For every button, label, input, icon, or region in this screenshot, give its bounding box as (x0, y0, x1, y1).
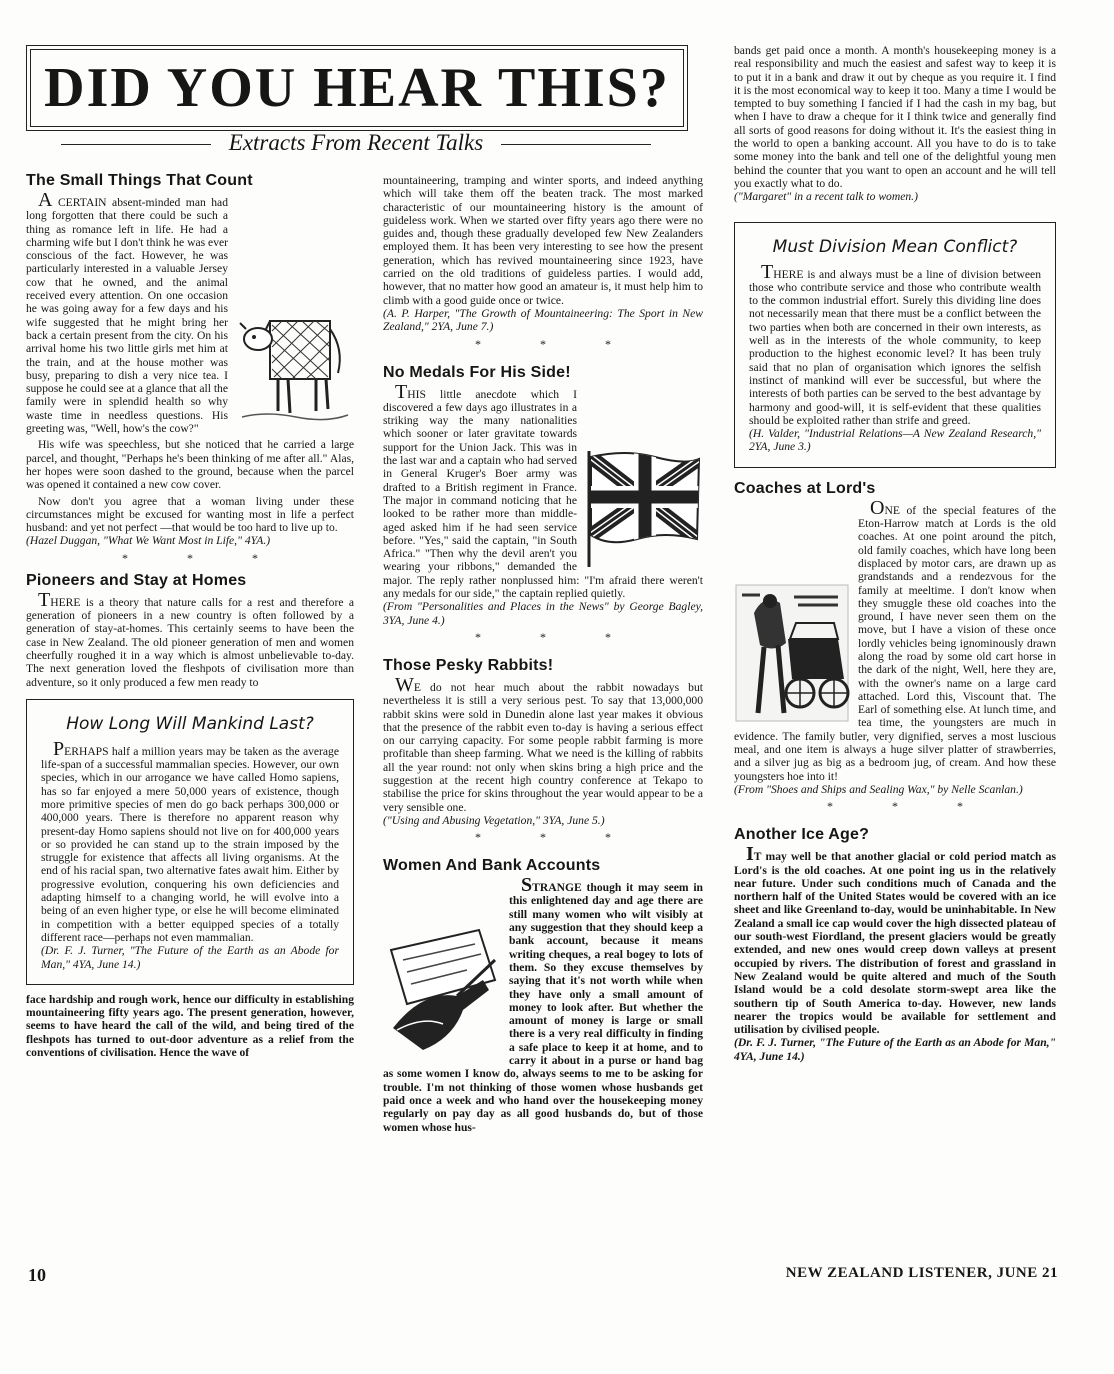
paragraph: THIS little anecdote which I discovered a few days ago illustrates in a striking way the many nationalities which sooner or later gravitate towards support for the Union Jack. This was in the last war and a captain who had served in General Kruger's Boer army was drafted to a British regiment in France. The major in command noticing that he looked to be rather more than middle-aged asked him if he had seen service before. "Yes," said the captain, "in South Africa." "Then why the devil aren't you wearing your ribbons," demanded the major. The reply rather nonplussed him: "I'm afraid there weren't any medals for our side," the captain replied quietly. (383, 380, 703, 601)
article-credit: ("Margaret" in a recent talk to women.) (734, 190, 918, 204)
subtitle-rule-right (501, 144, 651, 145)
paragraph: ONE of the special features of the Eton-Harrow match at Lords is the old coaches. At one point around the pitch, old family coaches, which have long been displaced by motor cars, are drawn up as grandstands and a rendezvous for the family at meeltime. I don't know when they smuggle these old coaches into the ground, I have never seen them on the move, but I have a vision of these once lordly vehicles being ignominously drawn along the road by some old cart horse in the dark of the night, Well, here they are, with the owner's name on a large card attached. Lord this, Viscount that. The Earl of something else. At lunch time, and tea time, the youngsters are much in evidence. The family butler, very dignified, serves a most luscious meal, and one item is always a huge silver platter of strawberries, and a silver jug as big as a bedroom jug, of cream. And how these youngsters hoe into it! (734, 496, 1056, 783)
article-small-things (26, 172, 354, 566)
article-heading: Those Pesky Rabbits! (383, 656, 554, 674)
coach-illustration (734, 583, 850, 723)
article-credit: (From "Personalities and Places in the News" by George Bagley, 3YA, June 4.) (383, 600, 703, 627)
section-separator: * * * (475, 336, 639, 351)
flag-illustration (585, 447, 703, 569)
subtitle-row (26, 130, 686, 156)
article-credit: (Hazel Duggan, "What We Want Most in Life," 4YA.) (26, 534, 271, 548)
article-heading: Coaches at Lord's (734, 479, 876, 497)
cow-icon (236, 299, 354, 429)
article-pioneers (26, 572, 354, 689)
section-separator: * * * (475, 830, 639, 845)
section-separator: * * * (827, 799, 991, 814)
paragraph: A CERTAIN absent-minded man had long forgotten that there could be such a thing as romance left in life. He had a charming wife but I don't think he was ever conscious of the fact. However, he was particularly interested in a valuable Jersey cow that he owned, and the animal received every attention. On one occasion he was going away for a few days and his wife suggested that he might bring her back a certain present from the city. On his arrival home his two little girls met him at the train, and at the house mother was busy, preparing to dish a very nice tea. I suppose he could see at a glance that all the family were in splendid health so why waste time in needless questions. His greeting was, "Well, how's the cow?" (26, 189, 228, 436)
article-heading: Must Division Mean Conflict? (772, 236, 1018, 257)
article-division-box (734, 222, 1056, 468)
article-credit: (From "Shoes and Ships and Sealing Wax," by Nelle Scanlan.) (734, 782, 1023, 796)
article-coaches (734, 480, 1056, 815)
paragraph: IT may well be that another glacial or cold period match as Lord's is the old coaches. At one point ing us in the relatively near future. Under such conditions much of Canada and the northern half of the United States would be covered with an ice sheet and like Greenland to-day, would be uninhabitable. In New Zealand a small ice cap would cover the high dissected plateau of our south-west Fiordland, the present glaciers would be greatly extended, and new ones would creep down valleys at present occupied by rivers. The distribution of forest and grassland in New Zealand would be quite altered and much of the South Island would be a cold desolate storm-swept area like the southern tip of South America to-day. However, new lands nearer the tropics would be available for settlement and utilisation by civilised people. (734, 843, 1056, 1037)
union-jack-flag-icon (585, 447, 703, 569)
article-heading: How Long Will Mankind Last? (66, 713, 314, 734)
paragraph: STRANGE though it may seem in this enlightened day and age there are still many women who wilt visibly at any suggestion that they should keep a bank account, because it means writing cheques, a real bogey to lots of them. So they excuse themselves by saying that it's not worth while when they have only a small amount of money to look after. But whether the amount of money is large or small there is a very real difficulty in finding a safe place to keep it at home, and to carry it about in a purse or hand bag as some women I know do, always seems to me to be asking for trouble. I'm not thinking of those women whose husbands get paid once a week and who hand over the housekeeping money regularly on pay day as all good husbands do, but of those women whose hus- (383, 874, 703, 1134)
paragraph: WE do not hear much about the rabbit nowadays but nevertheless it is still a very serious pest. To say that 13,000,000 rabbit skins were sold in Dunedin alone last year makes it obvious that the presence of the rabbit even to-day is having a serious effect on our carrying capacity. For some people rabbit farming is more profitable than sheep farming. What we need is the killing of rabbits all the year round: not only when skins bring a high price and the suggestion at the recent high country conference at Tekapo to stabilise the price for skins throughout the year would appear to be a very sensible one. (383, 673, 703, 814)
article-credit: (Dr. F. J. Turner, "The Future of the Earth as an Abode for Man," 4YA, June 14.) (41, 944, 339, 971)
article-heading: Another Ice Age? (734, 826, 870, 844)
subtitle-rule-left (61, 144, 211, 145)
article-heading: No Medals For His Side! (383, 363, 571, 381)
article-bank (383, 857, 703, 1134)
writing-hand-icon (383, 920, 501, 1060)
paragraph-continued: bands get paid once a month. A month's housekeeping money is a real responsibility and much the easiest and safest way to keep it is to put it in a bank and draw it out by cheque as you require it. I find it is the most economical way to keep it too. Many a time I would be tempted to buy something I fancied if I had the cash in my bag, but when I have to draw a cheque for it I think twice and generally find all sorts of good reasons for doing without it. It's the easiest thing in the world to open a banking account. All you have to do is to take some money into the bank and tell one of the delightful young men behind the counter that you want to open an account and he will tell you exactly what to do. (734, 44, 1056, 190)
article-credit: (H. Valder, "Industrial Relations—A New Zealand Research," 2YA, June 3.) (749, 427, 1041, 454)
article-heading: Pioneers and Stay at Homes (26, 571, 247, 589)
article-heading: The Small Things That Count (26, 172, 253, 189)
page-subtitle: Extracts From Recent Talks (228, 130, 484, 155)
page-title: DID YOU HEAR THIS? (44, 57, 670, 119)
paragraph-continued: face hardship and rough work, hence our difficulty in establishing mountaineering fifty years ago. The present generation, however, seems to have heard the call of the wild, and being tired of the fleshpots has turned to out-door adventure as a relief from the conventions of civilisation. Hence the wave of (26, 992, 354, 1060)
article-heading: Women And Bank Accounts (383, 857, 601, 875)
article-credit: (Dr. F. J. Turner, "The Future of the Earth as an Abode for Man," 4YA, June 14.) (734, 1036, 1056, 1063)
writing-hand-illustration (383, 920, 501, 1060)
article-mountaineering (383, 174, 703, 352)
paragraph: THERE is and always must be a line of division between those who contribute service and those who contribute wealth to the common industrial effort. Surely this dividing line does not necessarily mean that there must be a conflict between the two parties when both are concerned in their own interests, as well as in the interests of the whole community, to keep production to the highest economic level? It has been truly said that no plan of organisation which ignores the selfish instinct of mankind will ever be successful, but where the interests of both parties can be served to the best advantage by harmony and good-will, it is self-evident that these qualities should be exploited rather than strife and greed. (749, 260, 1041, 427)
column-1 (26, 168, 354, 1062)
article-medals (383, 364, 703, 645)
column-3 (734, 44, 1056, 1066)
section-separator: * * * (122, 550, 286, 565)
article-credit: ("Using and Abusing Vegetation," 3YA, June 5.) (383, 813, 605, 827)
paragraph: PERHAPS half a million years may be taken as the average life-span of a successful mammalian species. However, our own species, which in our arrogance we have called Homo sapiens, has so far enjoyed a mere 50,000 years of existence, though more primitive species of men do go back perhaps 300,000 or 400,000 years. There is therefore no apparent reason why present-day Homo sapiens should not live on for 400,000 years or so provided he can stand up to the strain imposed by the struggle for existence that affects all living organisms. At the end of his racial span, two alternative fates await him. Either by progressive evolution, conquering his own deficiencies and adapting himself to a changing world, he will evolve into a being of an even higher type, or else he will become eliminated in competition with a better equipped species of a totally different race—perhaps not even mammalian. (41, 737, 339, 944)
article-credit: (A. P. Harper, "The Growth of Mountaineering: The Sport in New Zealand," 2YA, June 7.) (383, 306, 703, 334)
page-number: 10 (28, 1265, 46, 1285)
article-mankind-box (26, 699, 354, 985)
paragraph: THERE is a theory that nature calls for a rest and therefore a generation of pioneers in a new country is often followed by a generation of stay-at-homes. This certainly seems to have been the case in New Zealand. The old pioneer generation of men and women cheerfully roughed it in a way which is almost unbelievable to-day. The next generation loved the fleshpots of civilisation more than adventure, so it only produced a few men ready to (26, 588, 354, 689)
publication-footer: NEW ZEALAND LISTENER, JUNE 21 (785, 1265, 1058, 1281)
paragraph: mountaineering, tramping and winter sports, and indeed anything which will take them off the beaten track. The most marked characteristic of our mountaineering history is the amount of guideless work. When we started over fifty years ago there were no guides and, though these gradually developed few New Zealanders employed them. It has been very interesting to see how the present generation, which has revived mountaineering since 1923, have carried on the old traditions of guideless parties. I would add, however, that no matter how good an amateur is, it must help him to climb with a good guide once or twice. (383, 174, 703, 307)
article-rabbits (383, 657, 703, 845)
cow-illustration (236, 299, 354, 429)
paragraph: Now don't you agree that a woman living under these circumstances might be excused for wanting most in life a perfect husband: and yet not perfect —that would be too hard to live up to. (26, 494, 354, 535)
coach-icon (734, 583, 850, 723)
masthead (26, 45, 688, 131)
paragraph: His wife was speechless, but she noticed that he carried a large parcel, and thought, "Perhaps he's been thinking of me after all." Alas, her hopes were soon dashed to the ground, because when the parcel was opened it contained a new cow cover. (26, 438, 354, 492)
article-ice-age (734, 826, 1056, 1063)
column-2 (383, 174, 703, 1137)
section-separator: * * * (475, 629, 639, 644)
